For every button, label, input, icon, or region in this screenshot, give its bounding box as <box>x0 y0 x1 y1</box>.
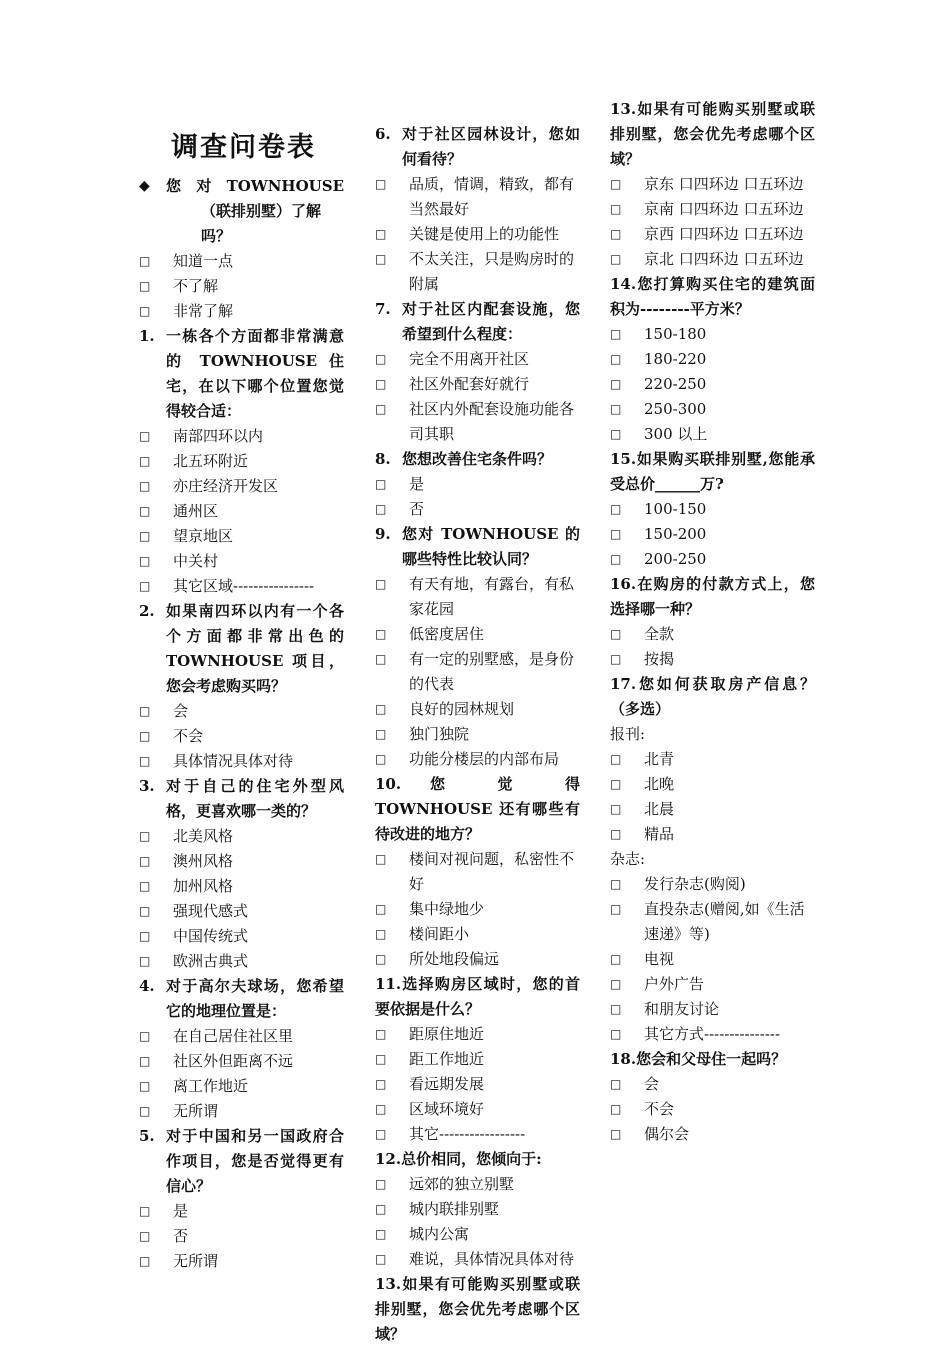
checkbox-icon[interactable]: □ <box>610 802 622 816</box>
option-label: 功能分楼层的内部布局 <box>409 750 560 768</box>
checkbox-icon[interactable]: □ <box>610 402 622 416</box>
option-label: 会 <box>644 1075 660 1093</box>
checkbox-icon[interactable]: □ <box>610 1002 622 1016</box>
option-item[interactable] <box>139 524 344 549</box>
option-item[interactable] <box>610 522 815 547</box>
option-item[interactable] <box>610 797 815 822</box>
q4-options <box>139 1024 344 1124</box>
option-item[interactable] <box>375 697 580 722</box>
checkbox-icon[interactable]: □ <box>139 454 151 468</box>
checkbox-icon[interactable]: □ <box>375 577 387 591</box>
option-label: 京东 口四环边 口五环边 <box>644 175 804 193</box>
checkbox-icon[interactable]: □ <box>139 954 151 968</box>
checkbox-icon[interactable]: □ <box>610 1077 622 1091</box>
option-label: 有一定的别墅感，是身份的代表 <box>409 650 575 693</box>
option-item[interactable] <box>375 1197 580 1222</box>
checkbox-icon[interactable]: □ <box>610 1027 622 1041</box>
option-label: 按揭 <box>644 650 675 668</box>
q6-options <box>375 172 580 297</box>
question-4: 4. 对于高尔夫球场，您希望它的地理位置是： <box>139 977 344 1020</box>
checkbox-icon[interactable]: □ <box>139 879 151 893</box>
option-label: 是 <box>409 475 425 493</box>
option-label: 150-180 <box>644 325 707 343</box>
option-label: 京北 口四环边 口五环边 <box>644 250 804 268</box>
option-label: 250-300 <box>644 400 707 418</box>
option-item[interactable] <box>139 474 344 499</box>
option-item[interactable] <box>610 1097 815 1122</box>
option-label: 品质，情调，精致，都有当然最好 <box>409 175 575 218</box>
option-label: 100-150 <box>644 500 707 518</box>
option-label: 难说，具体情况具体对待 <box>409 1250 575 1268</box>
option-label: 北晨 <box>644 800 675 818</box>
checkbox-icon[interactable]: □ <box>375 852 387 866</box>
checkbox-icon[interactable]: □ <box>139 579 151 593</box>
checkbox-icon[interactable]: □ <box>139 1254 151 1268</box>
column-2 <box>375 122 580 1343</box>
option-label: 直投杂志(赠阅,如《生活速递》等) <box>644 900 805 943</box>
option-item[interactable] <box>139 574 344 599</box>
question-1: 1. 一栋各个方面都非常满意的 TOWNHOUSE 住宅，在以下哪个位置您觉得较合适： <box>139 327 344 420</box>
checkbox-icon[interactable]: □ <box>610 977 622 991</box>
option-item[interactable] <box>610 322 815 347</box>
checkbox-icon[interactable]: □ <box>139 254 151 268</box>
option-label: 电视 <box>644 950 675 968</box>
option-label: 户外广告 <box>644 975 705 993</box>
q11-options <box>375 1022 580 1147</box>
option-item[interactable] <box>610 872 815 897</box>
q18-options <box>610 1072 815 1147</box>
intro-question: ◆ 您 对 TOWNHOUSE <box>139 174 344 199</box>
option-label: 离工作地近 <box>173 1077 249 1095</box>
option-item[interactable] <box>375 1022 580 1047</box>
option-item[interactable] <box>610 772 815 797</box>
checkbox-icon[interactable]: □ <box>139 1104 151 1118</box>
column-1 <box>139 122 344 1274</box>
option-label: 京南 口四环边 口五环边 <box>644 200 804 218</box>
option-item[interactable] <box>139 749 344 774</box>
option-item[interactable] <box>610 222 815 247</box>
q9-options <box>375 572 580 772</box>
checkbox-icon[interactable]: □ <box>139 554 151 568</box>
q7-options <box>375 347 580 447</box>
checkbox-icon[interactable]: □ <box>375 402 387 416</box>
option-label: 欧洲古典式 <box>173 952 249 970</box>
option-label: 加州风格 <box>173 877 234 895</box>
option-item[interactable] <box>139 424 344 449</box>
q15-options <box>610 497 815 572</box>
question-6: 6. 对于社区园林设计，您如何看待？ <box>375 125 580 168</box>
checkbox-icon[interactable]: □ <box>375 177 387 191</box>
option-label: 300 以上 <box>644 425 708 443</box>
option-label: 北青 <box>644 750 675 768</box>
option-item[interactable] <box>375 1172 580 1197</box>
option-label: 北五环附近 <box>173 452 249 470</box>
checkbox-icon[interactable]: □ <box>375 1127 387 1141</box>
intro-question-line2: （联排别墅）了解吗？ <box>201 202 322 245</box>
option-item[interactable] <box>610 947 815 972</box>
option-label: 亦庄经济开发区 <box>173 477 279 495</box>
option-label: 强现代感式 <box>173 902 249 920</box>
option-item[interactable] <box>610 972 815 997</box>
option-item[interactable] <box>139 899 344 924</box>
option-item[interactable] <box>139 849 344 874</box>
checkbox-icon[interactable]: □ <box>610 952 622 966</box>
option-item[interactable] <box>139 1099 344 1124</box>
question-2: 2. 如果南四环以内有一个各个方面都非常出色的 TOWNHOUSE 项目，您会考虑购买吗？ <box>139 602 344 695</box>
checkbox-icon[interactable]: □ <box>610 427 622 441</box>
q14-options <box>610 322 815 447</box>
q17-options <box>610 872 815 1047</box>
option-item[interactable] <box>139 1024 344 1049</box>
option-item[interactable] <box>375 922 580 947</box>
checkbox-icon[interactable]: □ <box>610 827 622 841</box>
option-label: 距原住地近 <box>409 1025 485 1043</box>
question-13-continued: 13.如果有可能购买别墅或联排别墅，您会优先考虑哪个区域？ <box>610 100 815 168</box>
question-10: 10. 您 觉 得 TOWNHOUSE 还有哪些有待改进的地方？ <box>375 775 580 843</box>
q12-options <box>375 1172 580 1272</box>
question-11: 11.选择购房区域时，您的首要依据是什么？ <box>375 975 580 1018</box>
option-label: 所处地段偏远 <box>409 950 500 968</box>
option-label: 其它区域---------------- <box>173 577 315 595</box>
question-7: 7. 对于社区内配套设施，您希望到什么程度： <box>375 300 580 343</box>
option-label: 京西 口四环边 口五环边 <box>644 225 804 243</box>
option-label: 偶尔会 <box>644 1125 690 1143</box>
checkbox-icon[interactable]: □ <box>375 477 387 491</box>
option-label: 远郊的独立别墅 <box>409 1175 515 1193</box>
option-label: 否 <box>409 500 425 518</box>
option-label: 关键是使用上的功能性 <box>409 225 560 243</box>
option-label: 无所谓 <box>173 1102 219 1120</box>
option-item[interactable] <box>375 1072 580 1097</box>
checkbox-icon[interactable]: □ <box>375 252 387 266</box>
question-18: 18.您会和父母住一起吗？ <box>610 1050 787 1068</box>
checkbox-icon[interactable]: □ <box>375 1102 387 1116</box>
option-item[interactable] <box>375 722 580 747</box>
option-label: 是 <box>173 1202 189 1220</box>
question-14: 14.您打算购买住宅的建筑面积为--------平方米？ <box>610 275 815 318</box>
option-label: 150-200 <box>644 525 707 543</box>
checkbox-icon[interactable]: □ <box>375 702 387 716</box>
checkbox-icon[interactable]: □ <box>375 1077 387 1091</box>
option-label: 在自己居住社区里 <box>173 1027 294 1045</box>
option-label: 发行杂志(购阅) <box>644 875 746 893</box>
checkbox-icon[interactable]: □ <box>375 1202 387 1216</box>
checkbox-icon[interactable]: □ <box>139 279 151 293</box>
option-item[interactable] <box>139 1199 344 1224</box>
option-label: 低密度居住 <box>409 625 485 643</box>
option-item[interactable] <box>375 1122 580 1147</box>
option-item[interactable] <box>139 249 344 274</box>
option-item[interactable] <box>375 1047 580 1072</box>
checkbox-icon[interactable]: □ <box>139 1079 151 1093</box>
option-label: 无所谓 <box>173 1252 219 1270</box>
option-item[interactable] <box>610 1072 815 1097</box>
option-item[interactable] <box>375 497 580 522</box>
question-17: 17.您如何获取房产信息？（多选） <box>610 675 815 718</box>
option-label: 具体情况具体对待 <box>173 752 294 770</box>
q10-options <box>375 847 580 972</box>
checkbox-icon[interactable]: □ <box>375 1227 387 1241</box>
q17-press-options <box>610 747 815 847</box>
option-item[interactable] <box>610 897 815 947</box>
question-15: 15.如果购买联排别墅,您能承受总价______万? <box>610 450 815 493</box>
q5-options <box>139 1199 344 1274</box>
question-9: 9. 您对 TOWNHOUSE 的哪些特性比较认同？ <box>375 525 580 568</box>
q17-press-label: 报刊: <box>610 725 646 743</box>
option-item[interactable] <box>610 647 815 672</box>
q16-options <box>610 622 815 672</box>
option-item[interactable] <box>139 699 344 724</box>
option-label: 楼间距小 <box>409 925 470 943</box>
checkbox-icon[interactable]: □ <box>139 754 151 768</box>
option-label: 看远期发展 <box>409 1075 485 1093</box>
checkbox-icon[interactable]: □ <box>139 529 151 543</box>
option-item[interactable] <box>375 372 580 397</box>
option-label: 澳州风格 <box>173 852 234 870</box>
option-label: 不会 <box>173 727 204 745</box>
checkbox-icon[interactable]: □ <box>610 777 622 791</box>
option-item[interactable] <box>610 1022 815 1047</box>
option-item[interactable] <box>610 422 815 447</box>
option-label: 楼间对视问题，私密性不好 <box>409 850 575 893</box>
checkbox-icon[interactable]: □ <box>610 527 622 541</box>
checkbox-icon[interactable]: □ <box>375 502 387 516</box>
checkbox-icon[interactable]: □ <box>139 704 151 718</box>
option-label: 非常了解 <box>173 302 234 320</box>
option-label: 社区外配套好就行 <box>409 375 530 393</box>
question-5: 5. 对于中国和另一国政府合作项目，您是否觉得更有信心？ <box>139 1127 344 1195</box>
option-label: 中国传统式 <box>173 927 249 945</box>
checkbox-icon[interactable]: □ <box>375 377 387 391</box>
question-3: 3. 对于自己的住宅外型风格，更喜欢哪一类的？ <box>139 777 344 820</box>
option-item[interactable] <box>375 622 580 647</box>
option-label: 良好的园林规划 <box>409 700 515 718</box>
question-12: 12.总价相同，您倾向于: <box>375 1150 542 1168</box>
column-3 <box>610 100 815 1147</box>
checkbox-icon[interactable]: □ <box>610 502 622 516</box>
option-item[interactable] <box>139 549 344 574</box>
checkbox-icon[interactable]: □ <box>375 727 387 741</box>
checkbox-icon[interactable]: □ <box>139 479 151 493</box>
option-item[interactable] <box>375 222 580 247</box>
option-item[interactable] <box>375 897 580 922</box>
option-label: 180-220 <box>644 350 707 368</box>
checkbox-icon[interactable]: □ <box>139 1029 151 1043</box>
checkbox-icon[interactable]: □ <box>375 1027 387 1041</box>
checkbox-icon[interactable]: □ <box>375 952 387 966</box>
option-item[interactable] <box>375 472 580 497</box>
option-label: 全款 <box>644 625 675 643</box>
option-item[interactable] <box>610 747 815 772</box>
option-item[interactable] <box>375 747 580 772</box>
option-item[interactable] <box>610 172 815 197</box>
q1-options <box>139 424 344 599</box>
option-label: 不会 <box>644 1100 675 1118</box>
option-label: 北晚 <box>644 775 675 793</box>
checkbox-icon[interactable]: □ <box>610 227 622 241</box>
option-item[interactable] <box>139 499 344 524</box>
option-item[interactable] <box>139 1074 344 1099</box>
checkbox-icon[interactable]: □ <box>610 177 622 191</box>
option-item[interactable] <box>610 997 815 1022</box>
option-label: 城内联排别墅 <box>409 1200 500 1218</box>
option-item[interactable] <box>375 572 580 622</box>
option-label: 其它----------------- <box>409 1125 526 1143</box>
checkbox-icon[interactable]: □ <box>375 927 387 941</box>
option-item[interactable] <box>375 172 580 222</box>
option-item[interactable] <box>139 949 344 974</box>
checkbox-icon[interactable]: □ <box>610 877 622 891</box>
option-item[interactable] <box>139 274 344 299</box>
option-label: 南部四环以内 <box>173 427 264 445</box>
option-label: 通州区 <box>173 502 219 520</box>
checkbox-icon[interactable]: □ <box>610 327 622 341</box>
checkbox-icon[interactable]: □ <box>375 1177 387 1191</box>
checkbox-icon[interactable]: □ <box>610 377 622 391</box>
checkbox-icon[interactable]: □ <box>139 929 151 943</box>
page-title: 调查问卷表 <box>171 132 316 163</box>
checkbox-icon[interactable]: □ <box>139 904 151 918</box>
option-label: 精品 <box>644 825 675 843</box>
option-item[interactable] <box>610 497 815 522</box>
option-item[interactable] <box>610 372 815 397</box>
option-label: 集中绿地少 <box>409 900 485 918</box>
checkbox-icon[interactable]: □ <box>375 652 387 666</box>
option-item[interactable] <box>139 299 344 324</box>
option-item[interactable] <box>375 1222 580 1247</box>
checkbox-icon[interactable]: □ <box>139 829 151 843</box>
checkbox-icon[interactable]: □ <box>139 429 151 443</box>
checkbox-icon[interactable]: □ <box>375 1052 387 1066</box>
option-item[interactable] <box>375 397 580 447</box>
option-label: 否 <box>173 1227 189 1245</box>
option-label: 知道一点 <box>173 252 234 270</box>
option-item[interactable] <box>139 1249 344 1274</box>
checkbox-icon[interactable]: □ <box>610 1127 622 1141</box>
option-label: 有天有地，有露台，有私家花园 <box>409 575 575 618</box>
checkbox-icon[interactable]: □ <box>610 202 622 216</box>
option-label: 社区内外配套设施功能各司其职 <box>409 400 575 443</box>
checkbox-icon[interactable]: □ <box>139 1054 151 1068</box>
option-item[interactable] <box>139 724 344 749</box>
q8-options <box>375 472 580 522</box>
option-item[interactable] <box>375 247 580 297</box>
intro-options <box>139 249 344 324</box>
option-label: 200-250 <box>644 550 707 568</box>
checkbox-icon[interactable]: □ <box>139 304 151 318</box>
checkbox-icon[interactable]: □ <box>610 902 622 916</box>
diamond-bullet-icon: ◆ <box>139 178 150 194</box>
option-label: 不了解 <box>173 277 219 295</box>
checkbox-icon[interactable]: □ <box>610 652 622 666</box>
option-item[interactable] <box>375 1097 580 1122</box>
q13-options <box>610 172 815 272</box>
checkbox-icon[interactable]: □ <box>375 227 387 241</box>
option-label: 望京地区 <box>173 527 234 545</box>
option-item[interactable] <box>375 347 580 372</box>
checkbox-icon[interactable]: □ <box>375 902 387 916</box>
option-item[interactable] <box>375 947 580 972</box>
checkbox-icon[interactable]: □ <box>375 1252 387 1266</box>
option-item[interactable] <box>610 247 815 272</box>
checkbox-icon[interactable]: □ <box>375 352 387 366</box>
option-item[interactable] <box>610 822 815 847</box>
option-item[interactable] <box>610 622 815 647</box>
option-item[interactable] <box>139 449 344 474</box>
option-item[interactable] <box>139 1224 344 1249</box>
option-label: 独门独院 <box>409 725 470 743</box>
checkbox-icon[interactable]: □ <box>610 252 622 266</box>
q2-options <box>139 699 344 774</box>
question-8: 8. 您想改善住宅条件吗？ <box>375 450 553 468</box>
option-item[interactable] <box>610 197 815 222</box>
option-label: 城内公寓 <box>409 1225 470 1243</box>
option-item[interactable] <box>375 847 580 897</box>
option-item[interactable] <box>610 547 815 572</box>
q3-options <box>139 824 344 974</box>
option-label: 社区外但距离不远 <box>173 1052 294 1070</box>
checkbox-icon[interactable]: □ <box>610 1102 622 1116</box>
option-label: 距工作地近 <box>409 1050 485 1068</box>
option-item[interactable] <box>139 924 344 949</box>
option-item[interactable] <box>375 647 580 697</box>
option-item[interactable] <box>375 1247 580 1272</box>
option-item[interactable] <box>139 874 344 899</box>
question-16: 16.在购房的付款方式上，您选择哪一种？ <box>610 575 815 618</box>
option-item[interactable] <box>139 824 344 849</box>
checkbox-icon[interactable]: □ <box>610 752 622 766</box>
option-label: 完全不用离开社区 <box>409 350 530 368</box>
option-item[interactable] <box>610 397 815 422</box>
option-item[interactable] <box>610 347 815 372</box>
question-13: 13.如果有可能购买别墅或联排别墅，您会优先考虑哪个区域？ <box>375 1275 580 1343</box>
option-label: 会 <box>173 702 189 720</box>
checkbox-icon[interactable]: □ <box>139 729 151 743</box>
option-item[interactable] <box>139 1049 344 1074</box>
option-label: 不太关注，只是购房时的附属 <box>409 250 575 293</box>
checkbox-icon[interactable]: □ <box>139 1229 151 1243</box>
checkbox-icon[interactable]: □ <box>139 854 151 868</box>
checkbox-icon[interactable]: □ <box>610 352 622 366</box>
option-item[interactable] <box>610 1122 815 1147</box>
checkbox-icon[interactable]: □ <box>610 552 622 566</box>
option-label: 其它方式--------------- <box>644 1025 781 1043</box>
option-label: 中关村 <box>173 552 219 570</box>
option-label: 区域环境好 <box>409 1100 485 1118</box>
option-label: 220-250 <box>644 375 707 393</box>
checkbox-icon[interactable]: □ <box>375 752 387 766</box>
checkbox-icon[interactable]: □ <box>610 627 622 641</box>
option-label: 北美风格 <box>173 827 234 845</box>
checkbox-icon[interactable]: □ <box>139 504 151 518</box>
checkbox-icon[interactable]: □ <box>375 627 387 641</box>
option-label: 和朋友讨论 <box>644 1000 720 1018</box>
checkbox-icon[interactable]: □ <box>139 1204 151 1218</box>
q17-magazine-label: 杂志: <box>610 850 646 868</box>
